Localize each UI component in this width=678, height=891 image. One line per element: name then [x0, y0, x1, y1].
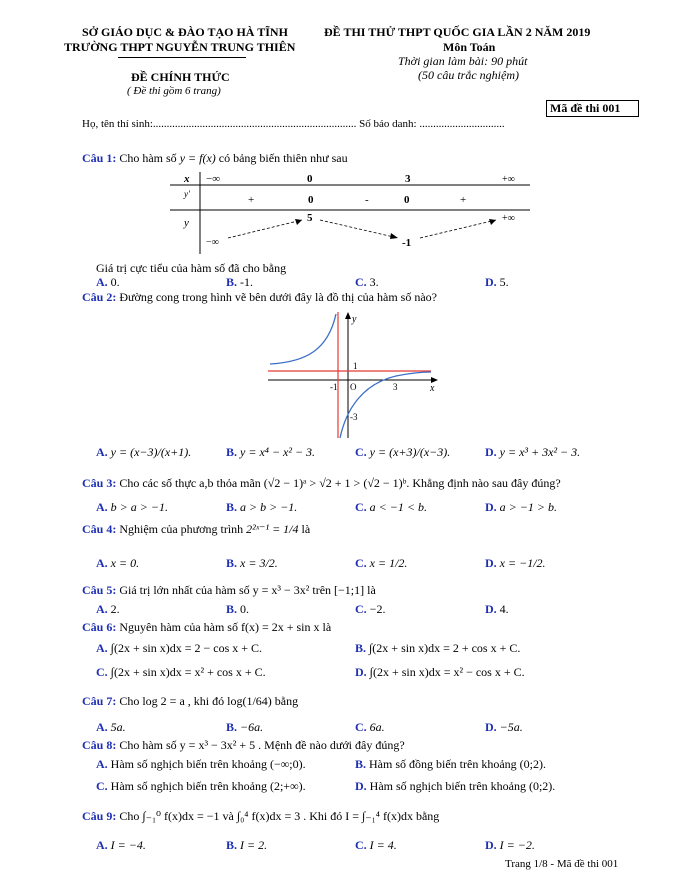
question-4	[82, 522, 310, 537]
q6-option-c: C. ∫(2x + sin x)dx = x² + cos x + C.	[96, 665, 266, 679]
q5-option-c: C. −2.	[355, 602, 386, 616]
question-4-text: Nghiệm của phương trình	[119, 522, 244, 536]
q7-option-c: C. 6a.	[355, 720, 385, 734]
table-x-2: 3	[405, 173, 411, 185]
table-yp-0: +	[248, 194, 255, 206]
q5-option-b: B. 0.	[226, 602, 250, 616]
table-y-0: −∞	[206, 237, 219, 248]
question-1-text2: có bảng biến thiên như sau	[218, 151, 348, 165]
q6-option-d: D. ∫(2x + sin x)dx = x² − cos x + C.	[355, 665, 525, 679]
q8-option-d: D. Hàm số nghịch biến trên khoảng (0;2).	[355, 779, 556, 793]
candidate-info-line: Họ, tên thí sinh:.......................................................................... Số báo danh: ...............................	[82, 118, 505, 130]
q2-option-b: B. y = x⁴ − x² − 3.	[226, 445, 316, 459]
graph-tick-m3: -3	[350, 412, 358, 422]
question-6-text: Nguyên hàm của hàm số f(x) = 2x + sin x là	[119, 620, 332, 634]
header-divider	[118, 57, 246, 58]
question-count: (50 câu trắc nghiệm)	[418, 68, 519, 82]
q1-option-a: A. 0.	[96, 275, 120, 289]
table-x-label: x	[184, 173, 190, 185]
q3-option-c: C. a < −1 < b.	[355, 500, 427, 514]
table-yp-4: +	[460, 194, 467, 206]
function-graph	[266, 310, 441, 440]
q2-option-d: D. y = x³ + 3x² − 3.	[485, 445, 581, 459]
table-y-2: -1	[402, 237, 412, 249]
table-y-1: 5	[307, 212, 313, 224]
school-name: TRƯỜNG THPT NGUYỄN TRUNG THIÊN	[64, 40, 296, 54]
question-4-label: Câu 4:	[82, 522, 117, 536]
table-yprime-label: y′	[184, 189, 190, 199]
question-9-text: Cho ∫₋₁⁰ f(x)dx = −1 và ∫₀⁴ f(x)dx = 3 . Khi đó I = ∫₋₁⁴ f(x)dx bằng	[119, 809, 440, 823]
q5-option-d: D. 4.	[485, 602, 509, 616]
department-name: SỞ GIÁO DỤC & ĐÀO TẠO HÀ TĨNH	[82, 25, 288, 39]
q9-option-d: D. I = −2.	[485, 838, 535, 852]
question-8-label: Câu 8:	[82, 738, 117, 752]
question-7	[82, 694, 298, 709]
question-3-label: Câu 3:	[82, 476, 117, 490]
question-3	[82, 476, 561, 491]
q4-option-b: B. x = 3/2.	[226, 556, 278, 570]
q3-option-b: B. a > b > −1.	[226, 500, 298, 514]
graph-tick-3: 3	[393, 382, 398, 392]
q8-option-c: C. Hàm số nghịch biến trên khoảng (2;+∞).	[96, 779, 306, 793]
question-7-label: Câu 7:	[82, 694, 117, 708]
q1-option-b: B. -1.	[226, 275, 254, 289]
q4-option-c: C. x = 1/2.	[355, 556, 408, 570]
question-5	[82, 583, 376, 598]
q3-option-d: D. a > −1 > b.	[485, 500, 557, 514]
graph-tick-m1: -1	[330, 382, 338, 392]
q6-option-b: B. ∫(2x + sin x)dx = 2 + cos x + C.	[355, 641, 521, 655]
question-2-text: Đường cong trong hình vẽ bên dưới đây là đồ thị của hàm số nào?	[119, 290, 437, 304]
question-1-label: Câu 1:	[82, 151, 117, 165]
question-1	[82, 151, 348, 166]
q7-option-a: A. 5a.	[96, 720, 126, 734]
q9-option-a: A. I = −4.	[96, 838, 146, 852]
question-4-equation: 2²ˣ⁻¹ = 1/4	[246, 522, 299, 536]
graph-x-label: x	[430, 383, 435, 394]
q7-option-b: B. −6a.	[226, 720, 264, 734]
graph-y-label: y	[352, 314, 357, 325]
question-9	[82, 809, 439, 824]
exam-time: Thời gian làm bài: 90 phút	[398, 54, 528, 68]
table-y-label: y	[184, 217, 189, 229]
q6-option-a: A. ∫(2x + sin x)dx = 2 − cos x + C.	[96, 641, 263, 655]
q8-option-a: A. Hàm số nghịch biến trên khoảng (−∞;0).	[96, 757, 306, 771]
table-yp-2: -	[365, 194, 369, 206]
q7-option-d: D. −5a.	[485, 720, 523, 734]
question-9-label: Câu 9:	[82, 809, 117, 823]
graph-origin: O	[350, 382, 357, 392]
subject: Môn Toán	[443, 40, 496, 54]
table-yp-3: 0	[404, 194, 410, 206]
question-6-label: Câu 6:	[82, 620, 117, 634]
graph-tick-1: 1	[353, 361, 358, 371]
q3-option-a: A. b > a > −1.	[96, 500, 168, 514]
exam-title: ĐỀ THI THỬ THPT QUỐC GIA LẦN 2 NĂM 2019	[324, 25, 591, 39]
q2-option-a: A. y = (x−3)/(x+1).	[96, 445, 192, 459]
question-6	[82, 620, 331, 635]
table-x-0: −∞	[206, 173, 221, 185]
q2-option-c: C. y = (x+3)/(x−3).	[355, 445, 451, 459]
page-count: ( Đề thi gồm 6 trang)	[127, 85, 221, 97]
q1-option-d: D. 5.	[485, 275, 509, 289]
question-8	[82, 738, 405, 753]
q4-option-a: A. x = 0.	[96, 556, 140, 570]
question-1-prompt: Giá trị cực tiểu của hàm số đã cho bằng	[96, 261, 287, 275]
variation-table	[170, 170, 540, 254]
question-2-label: Câu 2:	[82, 290, 117, 304]
q1-option-c: C. 3.	[355, 275, 379, 289]
q4-option-d: D. x = −1/2.	[485, 556, 546, 570]
question-4-text2: là	[301, 522, 311, 536]
exam-code-box: Mã đề thi 001	[546, 100, 639, 117]
question-8-text: Cho hàm số y = x³ − 3x² + 5 . Mệnh đề nào dưới đây đúng?	[119, 738, 405, 752]
q9-option-b: B. I = 2.	[226, 838, 268, 852]
table-x-1: 0	[307, 173, 313, 185]
page-footer: Trang 1/8 - Mã đề thi 001	[505, 858, 619, 870]
question-5-text: Giá trị lớn nhất của hàm số y = x³ − 3x² trên [−1;1] là	[119, 583, 376, 597]
question-1-text: Cho hàm số	[119, 151, 177, 165]
table-yp-1: 0	[308, 194, 314, 206]
table-y-3: +∞	[502, 213, 515, 224]
question-5-label: Câu 5:	[82, 583, 117, 597]
question-2	[82, 290, 437, 305]
q9-option-c: C. I = 4.	[355, 838, 397, 852]
table-x-3: +∞	[502, 174, 515, 185]
q8-option-b: B. Hàm số đồng biến trên khoảng (0;2).	[355, 757, 546, 771]
question-7-text: Cho log 2 = a , khi đó log(1/64) bằng	[119, 694, 299, 708]
q5-option-a: A. 2.	[96, 602, 120, 616]
question-1-func: y = f(x)	[179, 151, 216, 165]
official-label: ĐỀ CHÍNH THỨC	[131, 70, 230, 84]
question-3-text: Cho các số thực a,b thỏa mãn (√2 − 1)ᵃ > √2 + 1 > (√2 − 1)ᵇ. Khẳng định nào sau đây đúng?	[119, 476, 561, 490]
